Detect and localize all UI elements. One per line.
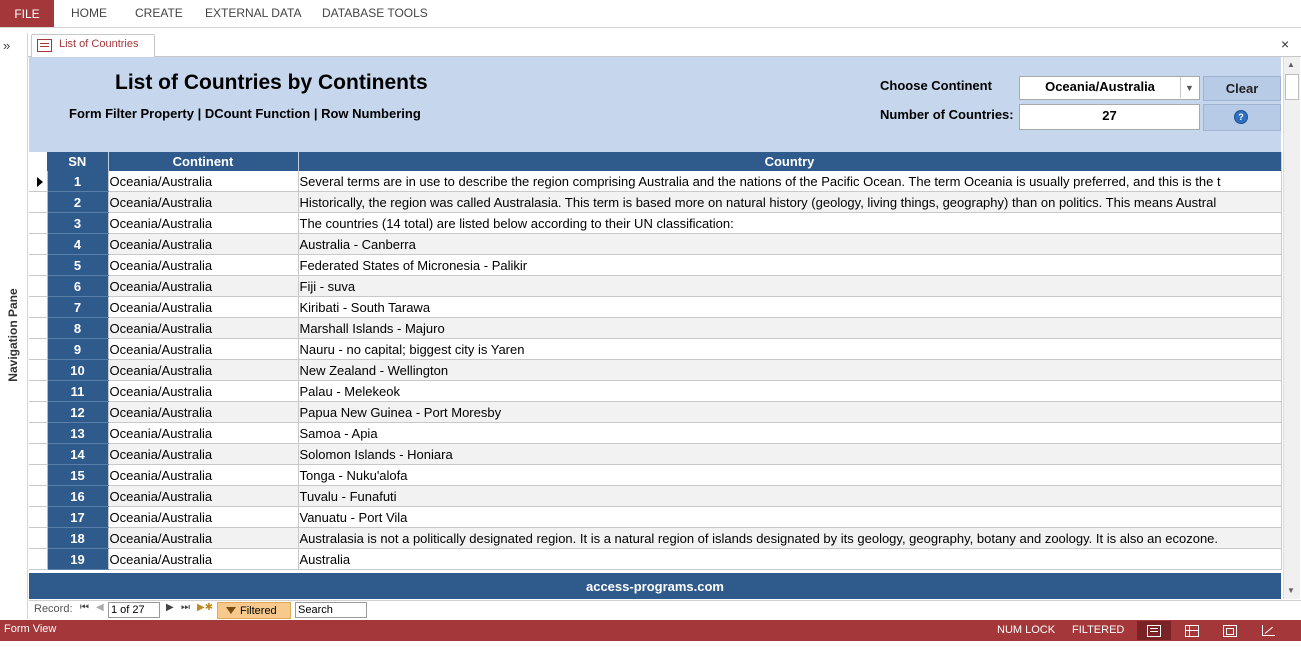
record-selector[interactable] <box>29 528 47 549</box>
cell-country[interactable]: Federated States of Micronesia - Palikir <box>298 255 1281 276</box>
table-row[interactable] <box>29 423 1281 444</box>
cell-sn[interactable]: 8 <box>47 318 108 339</box>
status-num-lock: NUM LOCK <box>997 624 1056 636</box>
status-filtered: FILTERED <box>1072 624 1125 636</box>
layout-view-button[interactable] <box>1213 621 1247 640</box>
status-view-name: Form View <box>4 623 57 635</box>
country-count-value: 27 <box>1102 108 1117 123</box>
record-selector[interactable] <box>29 402 47 423</box>
cell-country[interactable]: Tuvalu - Funafuti <box>298 486 1281 507</box>
table-row[interactable] <box>29 381 1281 402</box>
form-view-icon <box>1147 625 1161 637</box>
tab-database-tools[interactable]: DATABASE TOOLS <box>322 6 428 20</box>
help-icon[interactable]: ? <box>1234 110 1248 124</box>
column-header-continent: Continent <box>108 152 298 171</box>
cell-sn[interactable]: 9 <box>47 339 108 360</box>
filtered-toggle[interactable] <box>217 602 291 619</box>
new-record-icon[interactable]: ▶✱ <box>197 602 214 613</box>
cell-continent[interactable]: Oceania/Australia <box>108 213 298 234</box>
cell-sn[interactable]: 12 <box>47 402 108 423</box>
record-label: Record: <box>34 603 73 615</box>
countries-grid <box>29 152 1282 570</box>
record-selector[interactable] <box>29 486 47 507</box>
cell-sn[interactable]: 3 <box>47 213 108 234</box>
column-header-sn: SN <box>47 152 108 171</box>
table-row[interactable] <box>29 255 1281 276</box>
cell-sn[interactable]: 14 <box>47 444 108 465</box>
cell-country[interactable]: Tonga - Nuku'alofa <box>298 465 1281 486</box>
cell-country[interactable]: Historically, the region was called Australasia. This term is based more on natural history (geology, living things, geography) than on politics. This means Austral <box>298 192 1281 213</box>
cell-sn[interactable]: 5 <box>47 255 108 276</box>
cell-continent[interactable]: Oceania/Australia <box>108 528 298 549</box>
datasheet-view-button[interactable] <box>1175 621 1209 640</box>
form-subtitle: Form Filter Property | DCount Function | Row Numbering <box>69 106 421 121</box>
table-row[interactable] <box>29 339 1281 360</box>
table-row[interactable] <box>29 318 1281 339</box>
record-selector[interactable] <box>29 549 47 570</box>
current-record-field[interactable]: 1 of 27 <box>108 602 160 618</box>
form-view-button[interactable] <box>1137 621 1171 640</box>
tab-home[interactable]: HOME <box>71 6 107 20</box>
cell-continent[interactable]: Oceania/Australia <box>108 255 298 276</box>
cell-sn[interactable]: 13 <box>47 423 108 444</box>
record-selector[interactable] <box>29 192 47 213</box>
record-selector-header <box>29 152 47 171</box>
record-selector[interactable] <box>29 213 47 234</box>
design-view-button[interactable] <box>1251 621 1285 640</box>
design-view-icon <box>1262 625 1275 636</box>
number-of-countries-label: Number of Countries: <box>880 107 1014 122</box>
record-selector[interactable] <box>29 171 47 192</box>
cell-continent[interactable]: Oceania/Australia <box>108 276 298 297</box>
cell-country[interactable]: Several terms are in use to describe the region comprising Australia and the nations of the Pacific Ocean. The term Oceania is usually preferred, and this is the t <box>298 171 1281 192</box>
datasheet-view-icon <box>1185 625 1199 637</box>
tab-create[interactable]: CREATE <box>135 6 183 20</box>
record-selector[interactable] <box>29 360 47 381</box>
table-row[interactable] <box>29 192 1281 213</box>
previous-record-icon[interactable]: ◀ <box>96 602 104 613</box>
record-selector[interactable] <box>29 318 47 339</box>
cell-country[interactable]: Vanuatu - Port Vila <box>298 507 1281 528</box>
cell-continent[interactable]: Oceania/Australia <box>108 402 298 423</box>
cell-sn[interactable]: 16 <box>47 486 108 507</box>
scroll-up-icon[interactable]: ▲ <box>1287 60 1295 69</box>
close-icon[interactable]: × <box>1281 36 1290 52</box>
cell-continent[interactable]: Oceania/Australia <box>108 465 298 486</box>
cell-sn[interactable]: 4 <box>47 234 108 255</box>
cell-country[interactable]: Nauru - no capital; biggest city is Yaren <box>298 339 1281 360</box>
continent-combo-value[interactable]: Oceania/Australia <box>1045 79 1155 94</box>
cell-continent[interactable]: Oceania/Australia <box>108 360 298 381</box>
cell-sn[interactable]: 17 <box>47 507 108 528</box>
cell-sn[interactable]: 15 <box>47 465 108 486</box>
table-row[interactable] <box>29 549 1281 570</box>
scrollbar-thumb[interactable] <box>1285 74 1299 100</box>
table-row[interactable] <box>29 276 1281 297</box>
cell-country[interactable]: Samoa - Apia <box>298 423 1281 444</box>
cell-continent[interactable]: Oceania/Australia <box>108 507 298 528</box>
cell-sn[interactable]: 18 <box>47 528 108 549</box>
last-record-icon[interactable]: ⏭ <box>181 602 190 613</box>
table-row[interactable] <box>29 507 1281 528</box>
layout-view-icon <box>1223 625 1237 637</box>
cell-country[interactable]: New Zealand - Wellington <box>298 360 1281 381</box>
filter-icon <box>226 607 236 614</box>
cell-sn[interactable]: 11 <box>47 381 108 402</box>
record-selector[interactable] <box>29 276 47 297</box>
file-tab[interactable]: FILE <box>0 0 54 27</box>
cell-sn[interactable]: 2 <box>47 192 108 213</box>
cell-continent[interactable]: Oceania/Australia <box>108 192 298 213</box>
scroll-down-icon[interactable]: ▼ <box>1287 586 1295 595</box>
cell-sn[interactable]: 19 <box>47 549 108 570</box>
chevron-down-icon[interactable]: ▼ <box>1180 77 1198 98</box>
table-row[interactable] <box>29 360 1281 381</box>
table-row[interactable] <box>29 213 1281 234</box>
cell-continent[interactable]: Oceania/Australia <box>108 486 298 507</box>
choose-continent-label: Choose Continent <box>880 78 992 93</box>
record-selector[interactable] <box>29 465 47 486</box>
cell-country[interactable]: Australia <box>298 549 1281 570</box>
record-selector[interactable] <box>29 234 47 255</box>
clear-button[interactable]: Clear <box>1203 76 1281 101</box>
cell-country[interactable]: Papua New Guinea - Port Moresby <box>298 402 1281 423</box>
record-selector[interactable] <box>29 297 47 318</box>
nav-pane-toggle-icon[interactable]: » <box>3 38 11 53</box>
form-title: List of Countries by Continents <box>115 71 428 94</box>
record-selector[interactable] <box>29 339 47 360</box>
next-record-icon[interactable]: ▶ <box>166 602 174 613</box>
cell-continent[interactable]: Oceania/Australia <box>108 549 298 570</box>
table-row[interactable] <box>29 402 1281 423</box>
cell-country[interactable]: Marshall Islands - Majuro <box>298 318 1281 339</box>
current-record-pointer-icon <box>37 177 43 187</box>
form-icon <box>37 39 52 52</box>
table-row[interactable] <box>29 486 1281 507</box>
table-row[interactable] <box>29 234 1281 255</box>
tab-external-data[interactable]: EXTERNAL DATA <box>205 6 302 20</box>
cell-country[interactable]: Australia - Canberra <box>298 234 1281 255</box>
vertical-scrollbar[interactable] <box>1283 57 1300 599</box>
cell-country[interactable]: Palau - Melekeok <box>298 381 1281 402</box>
first-record-icon[interactable]: ⏮ <box>80 602 89 613</box>
cell-sn[interactable]: 6 <box>47 276 108 297</box>
form-footer: access-programs.com <box>29 573 1281 599</box>
record-selector[interactable] <box>29 444 47 465</box>
record-selector[interactable] <box>29 255 47 276</box>
cell-country[interactable]: Solomon Islands - Honiara <box>298 444 1281 465</box>
record-selector[interactable] <box>29 423 47 444</box>
cell-sn[interactable]: 7 <box>47 297 108 318</box>
cell-continent[interactable]: Oceania/Australia <box>108 444 298 465</box>
cell-continent[interactable]: Oceania/Australia <box>108 234 298 255</box>
cell-continent[interactable]: Oceania/Australia <box>108 318 298 339</box>
navigation-pane-label[interactable]: Navigation Pane <box>6 288 20 382</box>
record-selector[interactable] <box>29 507 47 528</box>
cell-sn[interactable]: 1 <box>47 171 108 192</box>
cell-continent[interactable]: Oceania/Australia <box>108 297 298 318</box>
table-row[interactable] <box>29 171 1281 192</box>
cell-country[interactable]: The countries (14 total) are listed below according to their UN classification: <box>298 213 1281 234</box>
cell-country[interactable]: Fiji - suva <box>298 276 1281 297</box>
cell-continent[interactable]: Oceania/Australia <box>108 423 298 444</box>
cell-country[interactable]: Kiribati - South Tarawa <box>298 297 1281 318</box>
search-input[interactable]: Search <box>295 602 367 618</box>
document-tab-bar <box>28 33 1301 57</box>
cell-continent[interactable]: Oceania/Australia <box>108 171 298 192</box>
record-selector[interactable] <box>29 381 47 402</box>
cell-continent[interactable]: Oceania/Australia <box>108 339 298 360</box>
ribbon <box>0 0 1301 28</box>
cell-sn[interactable]: 10 <box>47 360 108 381</box>
cell-country[interactable]: Australasia is not a politically designated region. It is a natural region of islands designated by its geology, geography, botany and zoology. It is also an ecozone. <box>298 528 1281 549</box>
filtered-label: Filtered <box>240 604 277 617</box>
document-tab-label: List of Countries <box>59 38 139 50</box>
column-header-country: Country <box>298 152 1281 171</box>
table-row[interactable] <box>29 444 1281 465</box>
table-row[interactable] <box>29 465 1281 486</box>
cell-continent[interactable]: Oceania/Australia <box>108 381 298 402</box>
window-bottom-edge <box>0 641 1301 647</box>
table-row[interactable] <box>29 528 1281 549</box>
table-row[interactable] <box>29 297 1281 318</box>
